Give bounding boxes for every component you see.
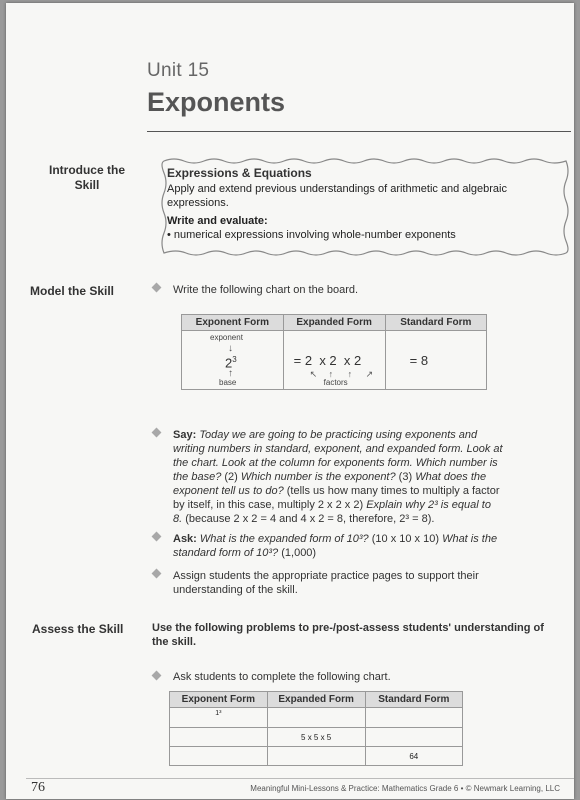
page-number: 76 [31, 780, 45, 795]
assess-chart-header: Exponent Form [170, 692, 268, 708]
model-chart-header: Standard Form [385, 315, 486, 331]
arrow-diag-icon: ↗ [365, 369, 374, 379]
section-assess-label: Assess the Skill [32, 622, 124, 636]
standards-box [158, 157, 572, 257]
assess-chart [169, 691, 463, 766]
ask-paragraph: Ask: What is the expanded form of 10³? (10 x 10 x 10) What is the standard form of 10³? (1,000) [173, 533, 498, 559]
assess-chart-row [170, 708, 463, 728]
arrow-down-icon: ↓ [228, 343, 233, 354]
bullet-diamond-icon [152, 569, 162, 579]
assess-cell: 5 x 5 x 5 [267, 728, 365, 747]
unit-label: Unit 15 [147, 60, 210, 81]
assess-cell [267, 708, 365, 728]
bullet-diamond-icon [152, 428, 162, 438]
worksheet-page [6, 3, 574, 799]
ask-label: Ask: [173, 533, 197, 545]
assign-paragraph: Assign students the appropriate practice pages to support their understanding of the skill. [173, 570, 479, 596]
section-model-label: Model the Skill [30, 284, 115, 298]
standards-heading: Expressions & Equations [167, 166, 312, 180]
assess-cell [365, 728, 462, 747]
bullet-diamond-icon [152, 283, 162, 293]
section-introduce-label [32, 163, 142, 193]
model-chart-header-row [182, 315, 487, 331]
assess-chart-row [170, 728, 463, 747]
model-chart-row [182, 331, 487, 390]
factors-annotation: factors [323, 378, 348, 387]
exponent-power-value: 3 [232, 355, 237, 364]
arrow-up-icon: ↑ [347, 369, 353, 379]
footer-credit: Meaningful Mini-Lessons & Practice: Mathematics Grade 6 • © Newmark Learning, LLC [250, 784, 560, 793]
section-introduce-line1: Introduce the [48, 163, 125, 177]
standards-description: Apply and extend previous understandings of arithmetic and algebraic expressions. [167, 183, 507, 209]
bullet-diamond-icon [152, 532, 162, 542]
expanded-form-cell [283, 331, 385, 390]
assess-chart-header: Expanded Form [267, 692, 365, 708]
section-introduce-line2: Skill [74, 178, 100, 192]
assess-chart-header: Standard Form [365, 692, 462, 708]
title-divider [147, 131, 571, 132]
page-title: Exponents [147, 87, 286, 117]
assess-cell: 1³ [170, 708, 268, 728]
assess-chart-row [170, 747, 463, 766]
standard-form-cell [385, 331, 486, 390]
assess-cell [365, 708, 462, 728]
expanded-example: = 2 x 2 x 2 [293, 353, 362, 368]
base-annotation: base [219, 378, 237, 387]
model-chart [181, 314, 487, 390]
arrow-up-icon: ↑ [328, 369, 334, 379]
standard-example: = 8 [409, 353, 429, 368]
assess-cell [170, 747, 268, 766]
assess-chart-header-row [170, 692, 463, 708]
standards-bullet: • numerical expressions involving whole-number exponents [167, 229, 456, 241]
say-label: Say: [173, 429, 197, 441]
say-paragraph: Say: Today we are going to be practicing using exponents and writing numbers in standard, exponent, and expanded form. Look at the chart. Look at the column for exponents form. Which number is the base? (2) Which number is the exponent? (3) What does the exponent tell us to do? (tells us how many times to multiply a factor by itself, in this case, multiply 2 x 2 x 2) Explain why 2³ is equal to 8. (because 2 x 2 = 4 and 4 x 2 = 8, therefore, 2³ = 8). [173, 429, 503, 525]
arrow-up-icon: ↑ [228, 368, 233, 379]
assess-cell [170, 728, 268, 747]
model-chart-header: Expanded Form [283, 315, 385, 331]
exponent-annotation: exponent [210, 333, 243, 342]
exponent-base-value: 2 [225, 355, 233, 371]
assess-intro: Use the following problems to pre-/post-assess students' understanding of the skill. [152, 622, 544, 648]
assess-cell [267, 747, 365, 766]
model-step1: Write the following chart on the board. [173, 284, 359, 296]
standards-subheading: Write and evaluate: [167, 215, 268, 227]
assess-cell: 64 [365, 747, 462, 766]
exponent-form-cell [182, 331, 284, 390]
arrow-diag-icon: ↖ [309, 369, 318, 379]
footer-divider [26, 778, 574, 779]
bullet-diamond-icon [152, 671, 162, 681]
model-chart-header: Exponent Form [182, 315, 284, 331]
assess-step1: Ask students to complete the following chart. [173, 671, 391, 683]
